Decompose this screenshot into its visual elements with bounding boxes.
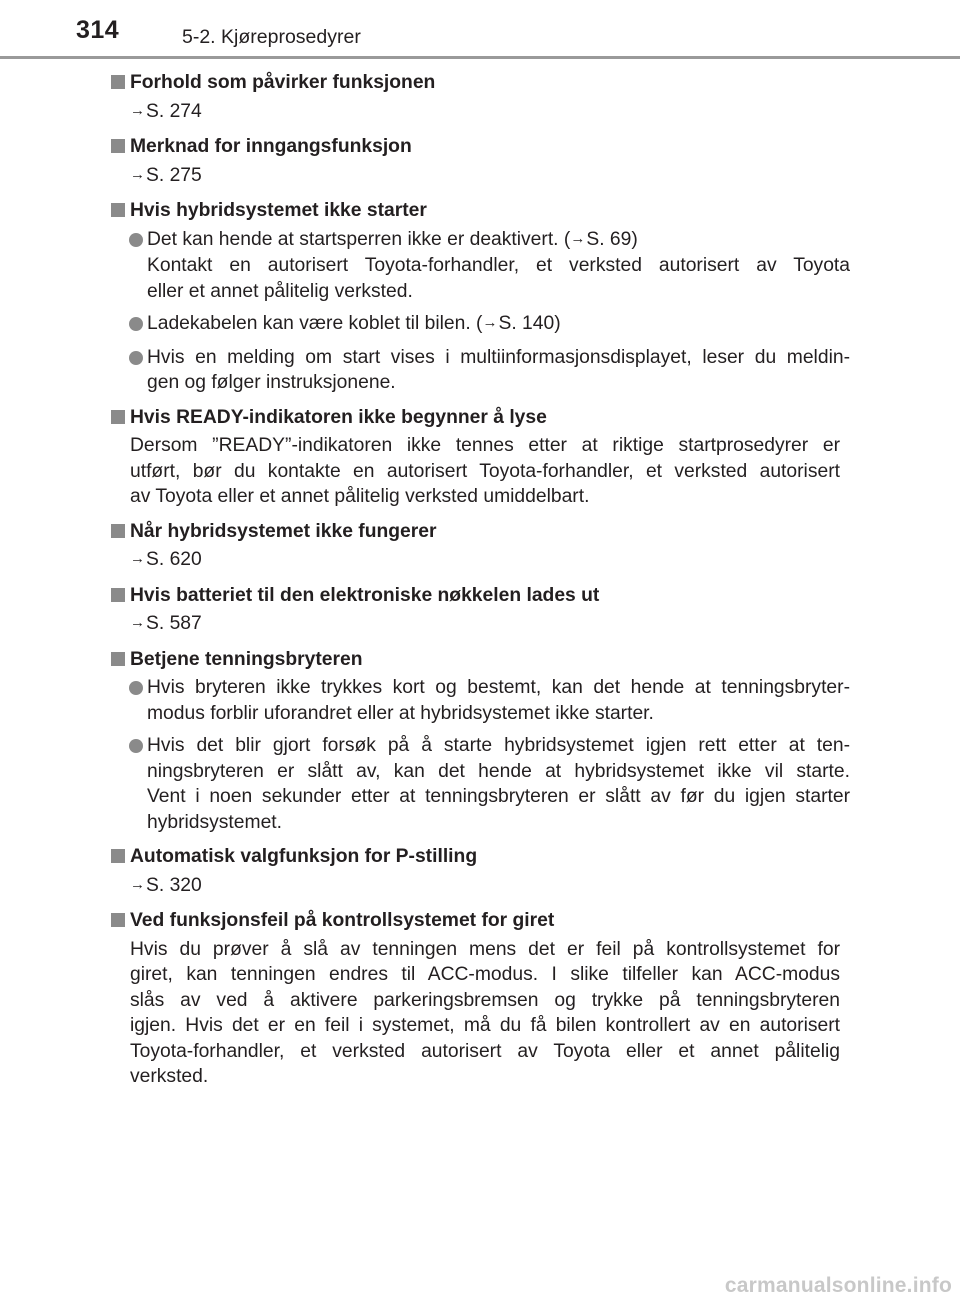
circle-bullet-icon (129, 681, 143, 695)
bullet-text: Kontakt en autorisert Toyota-forhandler, et verksted autorisert av Toyota (147, 255, 850, 276)
ref-text: S. 620 (146, 549, 202, 570)
bullet-item (110, 675, 850, 726)
bullet-item (110, 311, 850, 338)
paragraph-line: utført, bør du kontakte en autorisert Toyota-forhandler, et verksted autorisert (130, 460, 840, 482)
arrow-right-icon: → (482, 314, 498, 331)
section-heading (110, 134, 850, 160)
ref-text: S. 587 (146, 613, 202, 634)
watermark: carmanualsonline.info (724, 1274, 952, 1297)
page-reference[interactable] (110, 611, 850, 638)
circle-bullet-icon (129, 739, 143, 753)
bullet-item (110, 733, 850, 835)
bullet-text: Hvis det blir gjort forsøk på å starte hybridsystemet igjen rett etter at ten- (147, 735, 850, 756)
square-bullet-icon (111, 913, 125, 927)
bullet-text: modus forblir uforandret eller at hybridsystemet ikke starter. (147, 702, 654, 724)
heading-text: Forhold som påvirker funksjonen (130, 72, 436, 93)
bullet-text: Det kan hende at startsperren ikke er deaktivert. ( (147, 228, 571, 250)
paragraph-line: igjen. Hvis det er en feil i systemet, må du få bilen kontrollert av en autorisert (130, 1015, 840, 1036)
section-heading (110, 844, 850, 870)
heading-text: Når hybridsystemet ikke fungerer (130, 520, 437, 542)
heading-text: Merknad for inngangsfunksjon (130, 136, 412, 157)
page-reference[interactable] (110, 873, 850, 900)
ref-text: S. 320 (146, 874, 202, 896)
paragraph-line: Toyota-forhandler, et verksted autorisert av Toyota eller et annet pålitelig (130, 1040, 840, 1062)
bullet-text: hybridsystemet. (147, 811, 283, 833)
square-bullet-icon (111, 524, 125, 538)
bullet-item (110, 227, 850, 305)
body-paragraph (110, 433, 850, 510)
paragraph-line: Dersom ”READY”-indikatoren ikke tennes etter at riktige startprosedyrer er (130, 435, 840, 456)
bullet-text: Hvis en melding om start vises i multiinformasjonsdisplayet, leser du meldin- (147, 346, 850, 368)
bullet-text: eller et annet pålitelig verksted. (147, 280, 413, 302)
heading-text: Hvis batteriet til den elektroniske nøkkelen lades ut (130, 584, 600, 606)
circle-bullet-icon (129, 317, 143, 331)
page-content (110, 70, 850, 1090)
section-heading (110, 198, 850, 224)
bullet-text: Hvis bryteren ikke trykkes kort og bestemt, kan det hende at tenningsbryter- (147, 677, 850, 698)
heading-text: Automatisk valgfunksjon for P-stilling (130, 846, 478, 867)
bullet-text: Ladekabelen kan være koblet til bilen. ( (147, 313, 483, 334)
section-heading (110, 583, 850, 609)
ref-text[interactable]: S. 140) (498, 313, 561, 334)
arrow-right-icon: → (130, 165, 145, 183)
section-heading (110, 405, 850, 431)
page-reference[interactable] (110, 547, 850, 574)
section-heading (110, 647, 850, 673)
heading-text: Hvis READY-indikatoren ikke begynner å lyse (130, 406, 547, 428)
circle-bullet-icon (129, 233, 143, 247)
paragraph-line: av Toyota eller et annet pålitelig verksted umiddelbart. (130, 486, 590, 507)
paragraph-line: verksted. (130, 1066, 209, 1087)
section-heading (110, 70, 850, 96)
bullet-text: gen og følger instruksjonene. (147, 372, 396, 393)
section-heading (110, 908, 850, 934)
arrow-right-icon: → (130, 550, 145, 567)
ref-text[interactable]: S. 69) (586, 228, 638, 250)
paragraph-line: giret, kan tenningen endres til ACC-modus. I slike tilfeller kan ACC-modus (130, 964, 840, 985)
paragraph-line: Hvis du prøver å slå av tenningen mens det er feil på kontrollsystemet for (130, 938, 840, 960)
square-bullet-icon (111, 139, 125, 153)
arrow-right-icon: → (130, 614, 145, 631)
heading-text: Hvis hybridsystemet ikke starter (130, 200, 427, 221)
header-rule (0, 56, 960, 59)
square-bullet-icon (111, 588, 125, 602)
section-heading (110, 519, 850, 545)
page-reference[interactable] (110, 163, 850, 190)
page-reference[interactable] (110, 99, 850, 126)
chapter-title: 5-2. Kjøreprosedyrer (182, 26, 361, 48)
bullet-text: ningsbryteren er slått av, kan det hende at hybridsystemet ikke vil starte. (147, 760, 850, 782)
ref-text: S. 274 (146, 100, 202, 122)
arrow-right-icon: → (130, 101, 145, 119)
ref-text: S. 275 (146, 164, 202, 186)
square-bullet-icon (111, 75, 125, 89)
paragraph-line: slås av ved å aktivere parkeringsbremsen og trykke på tenningsbryteren (130, 989, 840, 1011)
square-bullet-icon (111, 203, 125, 217)
square-bullet-icon (111, 410, 125, 424)
arrow-right-icon: → (130, 875, 145, 893)
heading-text: Betjene tenningsbryteren (130, 648, 363, 670)
heading-text: Ved funksjonsfeil på kontrollsystemet for giret (130, 910, 555, 931)
body-paragraph (110, 937, 850, 1090)
arrow-right-icon: → (570, 229, 586, 247)
square-bullet-icon (111, 652, 125, 666)
bullet-text: Vent i noen sekunder etter at tenningsbryteren er slått av før du igjen starter (147, 786, 850, 807)
square-bullet-icon (111, 849, 125, 863)
circle-bullet-icon (129, 351, 143, 365)
page-number: 314 (76, 16, 120, 44)
bullet-item (110, 345, 850, 396)
